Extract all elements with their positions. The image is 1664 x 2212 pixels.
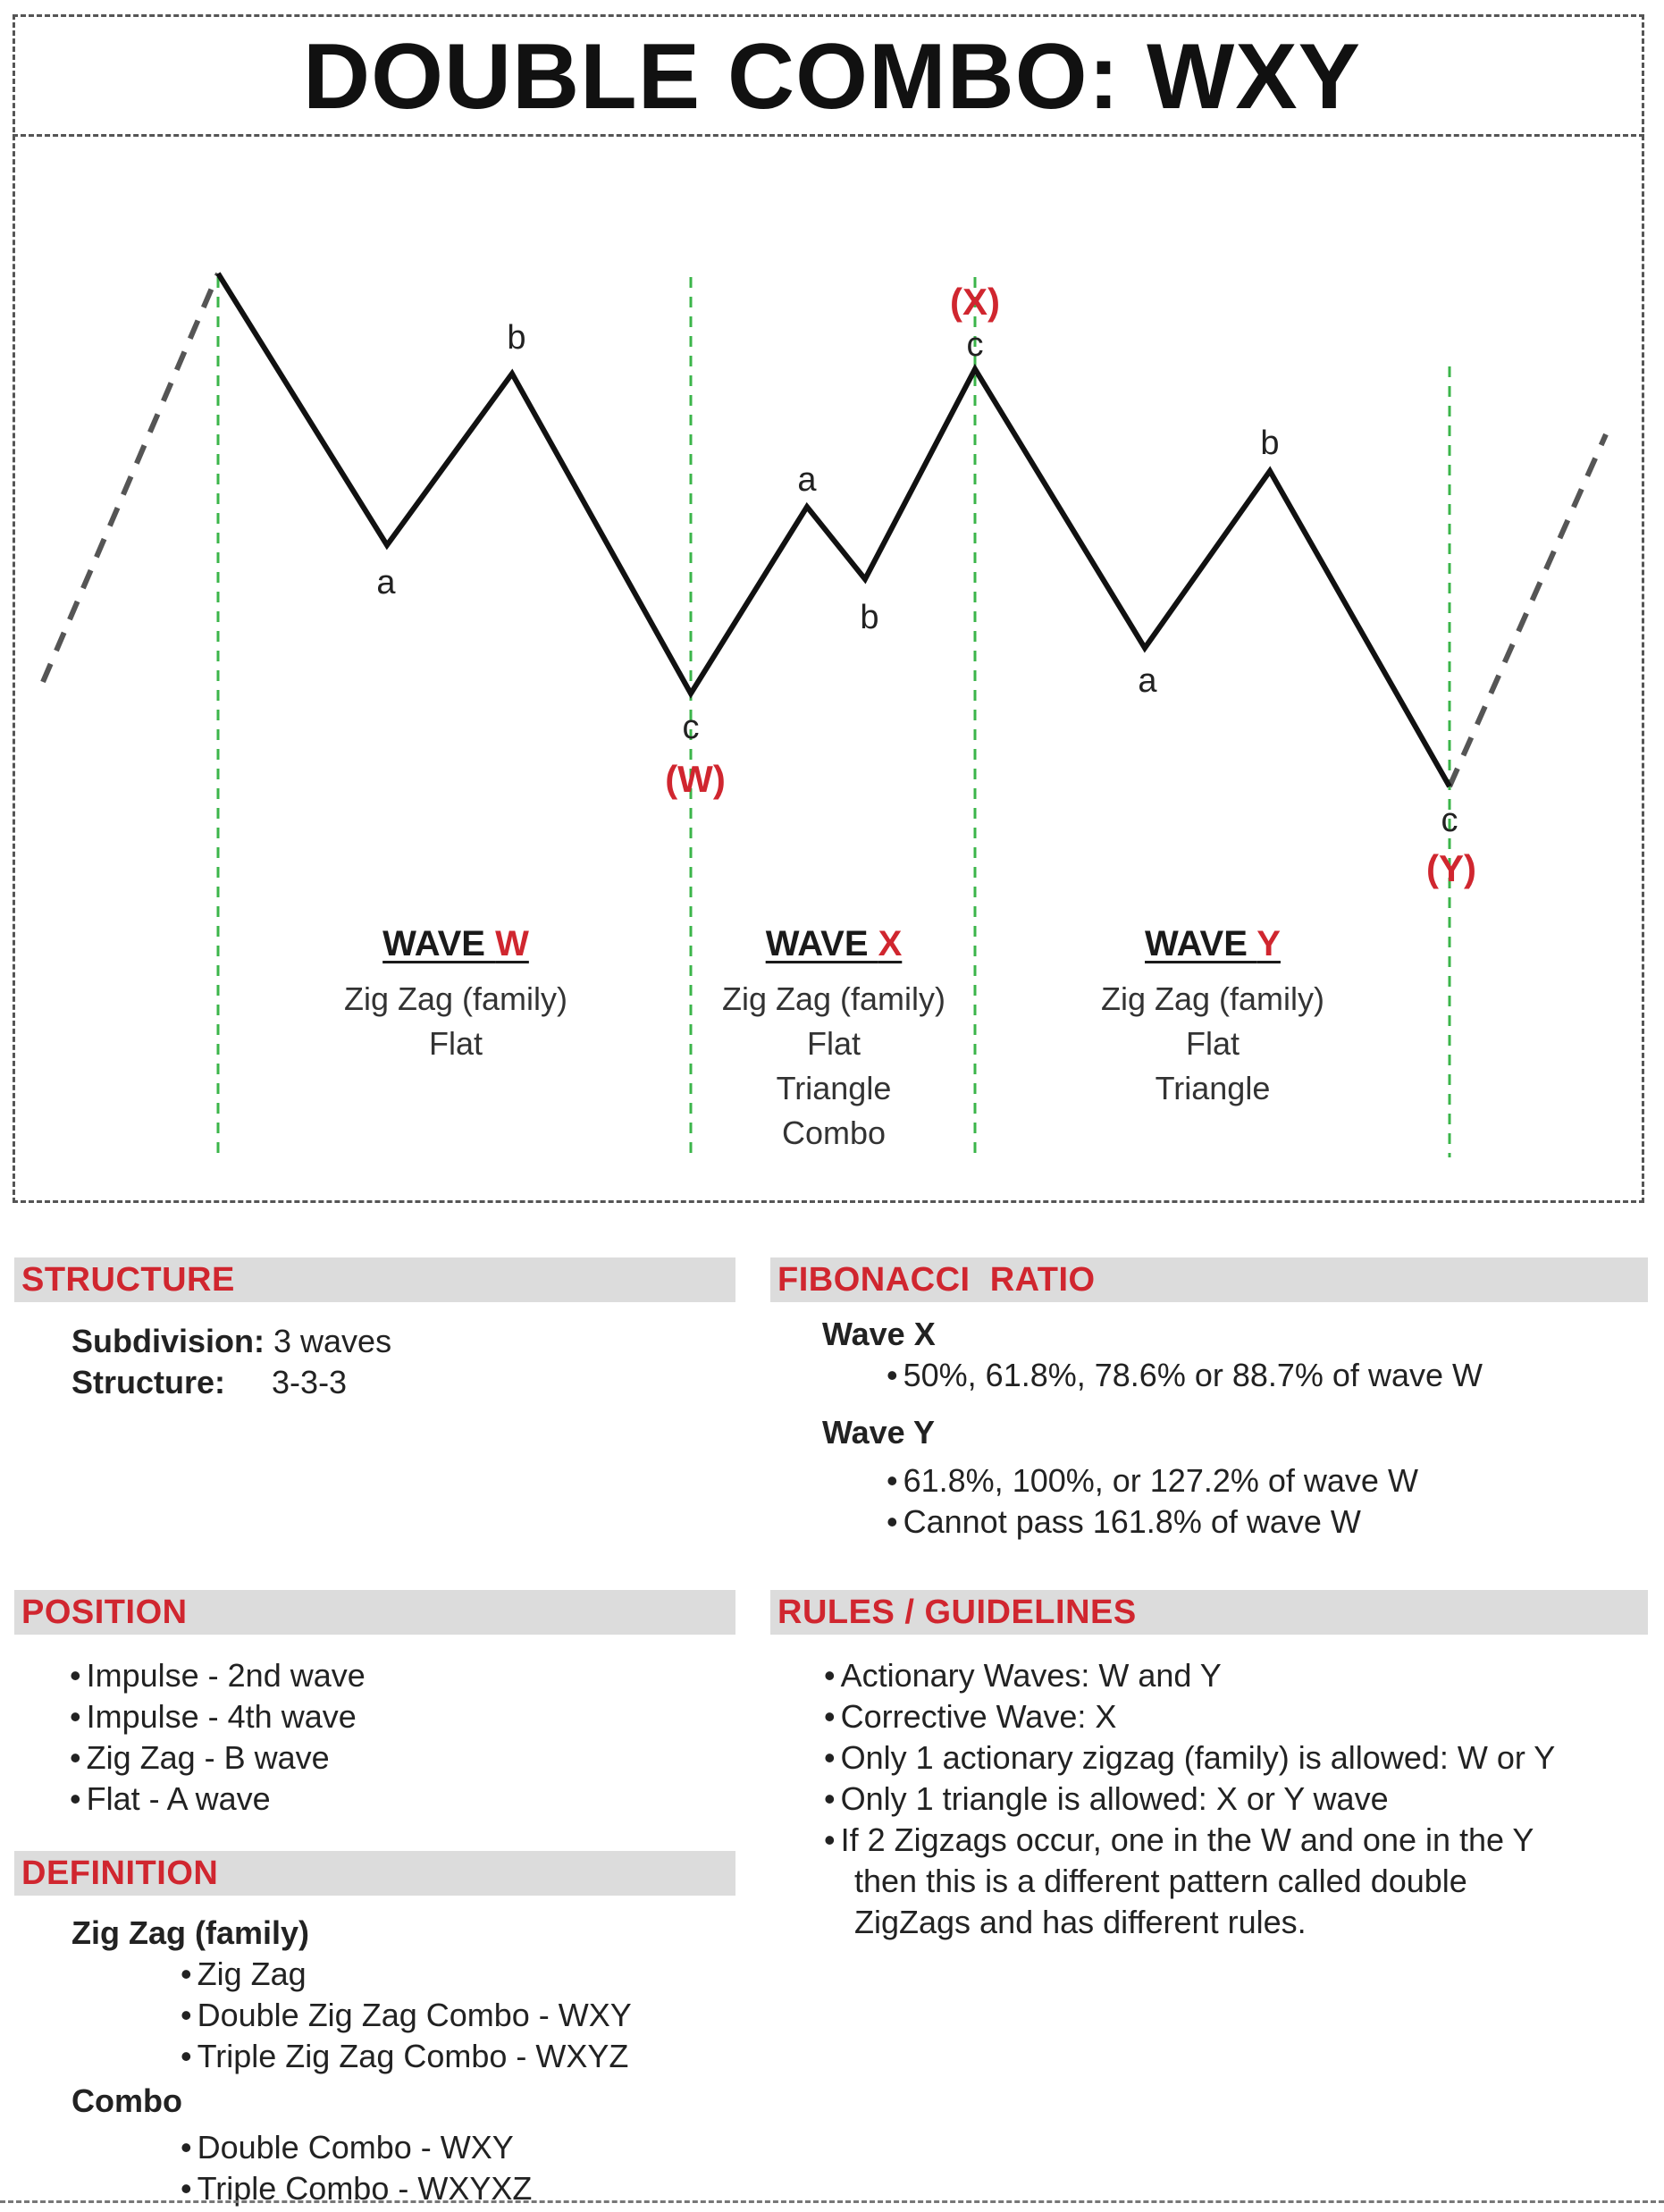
degree-label-y: (Y) <box>1426 847 1476 889</box>
zigzag-family-item: • Triple Zig Zag Combo - WXYZ <box>181 2036 632 2077</box>
label-w-a: a <box>376 564 396 601</box>
rule-item: • Only 1 actionary zigzag (family) is allowed: W or Y <box>824 1737 1555 1779</box>
position-item: • Flat - A wave <box>70 1779 366 1820</box>
wave-y-column <box>1025 924 1400 1111</box>
definition-header <box>14 1851 735 1896</box>
wave-type-item: Triangle <box>776 1070 892 1106</box>
structure-body <box>71 1321 391 1403</box>
wave-y-heading: WAVE Y <box>1145 924 1281 963</box>
wave-type-item: Zig Zag (family) <box>721 980 946 1017</box>
wave-y-ratio-item: • Cannot pass 161.8% of wave W <box>887 1501 1483 1543</box>
zigzag-family-item: • Double Zig Zag Combo - WXY <box>181 1995 632 2036</box>
wave-type-item: Triangle <box>1155 1070 1271 1106</box>
wave-x-types <box>646 977 1021 1156</box>
rules-list <box>824 1655 1555 1943</box>
structure-header <box>14 1257 735 1302</box>
label-w-c: c <box>682 709 700 746</box>
lead-in-trend <box>43 273 218 682</box>
rules-title: RULES / GUIDELINES <box>777 1594 1137 1631</box>
rule-continuation: ZigZags and has different rules. <box>854 1904 1307 1940</box>
rules-header <box>770 1590 1648 1635</box>
wave-type-item: Zig Zag (family) <box>343 980 568 1017</box>
wave-type-item: Zig Zag (family) <box>1100 980 1325 1017</box>
subdivision-row: Subdivision: 3 waves <box>71 1323 392 1359</box>
lead-out-trend <box>1450 434 1606 786</box>
rule-item: • If 2 Zigzags occur, one in the W and one in the Y <box>824 1820 1555 1861</box>
wave-w-heading: WAVE W <box>382 924 529 963</box>
combo-item: • Double Combo - WXY <box>181 2127 632 2168</box>
definition-title: DEFINITION <box>21 1855 219 1892</box>
position-title: POSITION <box>21 1594 188 1631</box>
rule-continuation: then this is a different pattern called double <box>854 1863 1467 1899</box>
structure-title: STRUCTURE <box>21 1261 235 1299</box>
rule-item: • Actionary Waves: W and Y <box>824 1655 1555 1696</box>
wave-type-item: Flat <box>1185 1025 1240 1062</box>
wave-x-column <box>646 924 1021 1156</box>
position-header <box>14 1590 735 1635</box>
label-y-b: b <box>1260 425 1280 462</box>
rule-item: • Only 1 triangle is allowed: X or Y wave <box>824 1779 1555 1820</box>
bottom-divider <box>0 2200 1664 2203</box>
rule-item: • Corrective Wave: X <box>824 1696 1555 1737</box>
degree-label-x: (X) <box>950 281 1000 323</box>
position-item: • Impulse - 4th wave <box>70 1696 366 1737</box>
combo-item: • Triple Combo - WXYXZ <box>181 2168 632 2209</box>
wave-x-ratio-label: Wave X <box>822 1316 936 1352</box>
wave-type-item: Combo <box>781 1114 887 1151</box>
position-item: • Zig Zag - B wave <box>70 1737 366 1779</box>
degree-label-w: (W) <box>665 758 726 800</box>
label-x-c: c <box>966 326 984 364</box>
wave-y-types <box>1025 977 1400 1111</box>
wave-w-types <box>268 977 643 1066</box>
fibonacci-header <box>770 1257 1648 1302</box>
label-y-c: c <box>1441 802 1458 839</box>
structure-row: Structure: 3-3-3 <box>71 1364 348 1400</box>
wave-w-column <box>268 924 643 1066</box>
page-title: DOUBLE COMBO: WXY <box>302 25 1362 129</box>
position-list <box>70 1655 366 1820</box>
combo-label: Combo <box>71 2082 182 2119</box>
position-item: • Impulse - 2nd wave <box>70 1655 366 1696</box>
wave-x-ratio-item: • 50%, 61.8%, 78.6% or 88.7% of wave W <box>887 1355 1483 1396</box>
zigzag-family-label: Zig Zag (family) <box>71 1914 310 1951</box>
fibonacci-body <box>822 1314 1483 1543</box>
definition-body <box>71 1913 632 2209</box>
wave-y-ratio-label: Wave Y <box>822 1414 936 1451</box>
label-x-a: a <box>797 461 817 499</box>
wave-type-item: Flat <box>806 1025 861 1062</box>
wave-y-ratio-item: • 61.8%, 100%, or 127.2% of wave W <box>887 1460 1483 1501</box>
wave-type-item: Flat <box>428 1025 483 1062</box>
fibonacci-title: FIBONACCI RATIO <box>777 1261 1096 1299</box>
zigzag-family-item: • Zig Zag <box>181 1954 632 1995</box>
label-w-b: b <box>507 319 526 357</box>
wave-path <box>218 273 1450 786</box>
label-y-a: a <box>1138 662 1157 700</box>
label-x-b: b <box>860 599 879 636</box>
wave-x-heading: WAVE X <box>765 924 903 963</box>
